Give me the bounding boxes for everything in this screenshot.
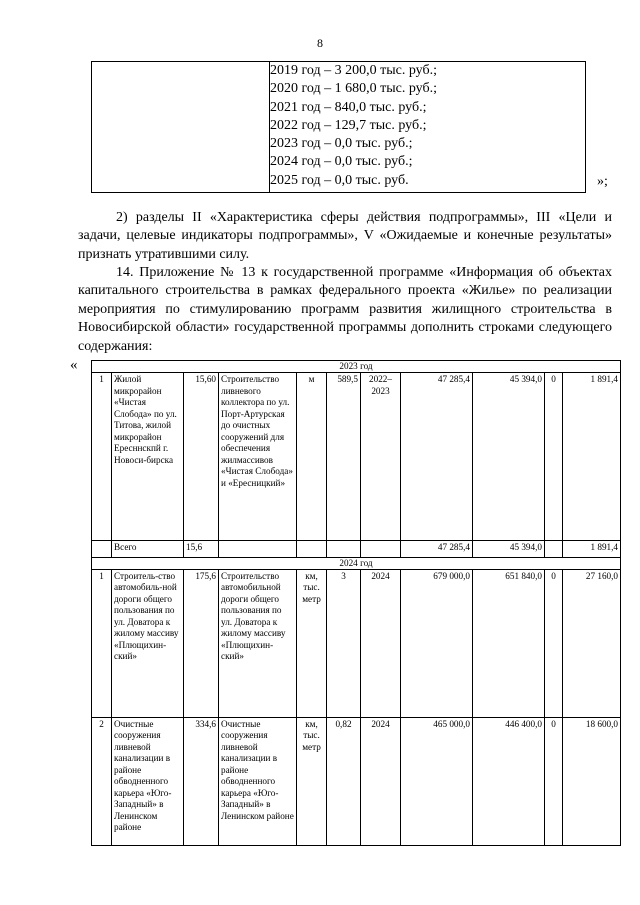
funding-line: 2024 год – 0,0 тыс. руб.;: [270, 154, 413, 170]
cell-federal: 651 840,0: [473, 569, 545, 717]
year-header-2024: 2024 год: [92, 557, 621, 569]
cell-unit: м: [297, 373, 327, 541]
objects-table: [91, 360, 621, 846]
cell-local: 27 160,0: [563, 569, 621, 717]
page-number: 8: [317, 36, 323, 50]
cell-period: 2024: [361, 717, 401, 845]
opening-quote: «: [70, 357, 78, 373]
cell-number: 1: [92, 373, 112, 541]
cell-period: 2022–2023: [361, 373, 401, 541]
cell-capacity: 3: [327, 569, 361, 717]
cell-local: 1 891,4: [563, 373, 621, 541]
cell-object: Строительство ливневого коллектора по ул. Порт-Артурская до очистных сооружений для обеспечения жилмассивов «Чистая Слобода» и «Ересницкий»: [219, 373, 297, 541]
cell-total-label: Всего: [112, 541, 184, 558]
funding-line: 2023 год – 0,0 тыс. руб.;: [270, 136, 413, 152]
cell-regional: 0: [545, 717, 563, 845]
funding-line: 2021 год – 840,0 тыс. руб.;: [270, 99, 427, 115]
cell-regional: 0: [545, 569, 563, 717]
cell-capacity: 0,82: [327, 717, 361, 845]
cell-number: 2: [92, 717, 112, 845]
funding-cell: [270, 62, 586, 193]
cell-name: Очистные сооружения ливневой канализации в районе обводненного карьера «Юго-Западный» в Ленинском районе: [112, 717, 184, 845]
cell-regional: 0: [545, 373, 563, 541]
cell-unit: км, тыс. метр: [297, 717, 327, 845]
cell-total: 679 000,0: [401, 569, 473, 717]
cell-total: 47 285,4: [401, 373, 473, 541]
funding-line: 2025 год – 0,0 тыс. руб.: [270, 172, 409, 188]
cell-total: 465 000,0: [401, 717, 473, 845]
table-row: [92, 373, 621, 541]
cell-length: 15,6: [184, 541, 219, 558]
cell-federal: 45 394,0: [473, 541, 545, 558]
cell-name: Жилой микрорайон «Чистая Слобода» по ул. Титова, жилой микрорайон Ересннскпй г. Новоси-бирска: [112, 373, 184, 541]
cell-number: 1: [92, 569, 112, 717]
cell-name: Строитель-ство автомобиль-ной дороги общего пользования по ул. Доватора к жилому массиву «Плющихин-ский»: [112, 569, 184, 717]
funding-label-cell: [92, 62, 270, 193]
cell-local: 1 891,4: [563, 541, 621, 558]
funding-line: 2019 год – 3 200,0 тыс. руб.;: [270, 63, 437, 78]
cell-object: Строительство автомобильной дороги общего пользования по ул. Доватора к жилому массиву «Плющихин-ский»: [219, 569, 297, 717]
cell-federal: 45 394,0: [473, 373, 545, 541]
cell-period: 2024: [361, 569, 401, 717]
cell-unit: км, тыс. метр: [297, 569, 327, 717]
table-row: [92, 717, 621, 845]
funding-line: 2020 год – 1 680,0 тыс. руб.;: [270, 81, 437, 97]
cell-length: 15,60: [184, 373, 219, 541]
funding-table: [91, 61, 600, 193]
cell-total: 47 285,4: [401, 541, 473, 558]
cell-local: 18 600,0: [563, 717, 621, 845]
cell-object: Очистные сооружения ливневой канализации в районе обводненного карьера «Юго-Западный» в Ленинском районе: [219, 717, 297, 845]
paragraph-sections-repealed: 2) разделы II «Характеристика сферы действия подпрограммы», III «Цели и задачи, целевые индикаторы подпрограммы», V «Ожидаемые и конечные результаты» признать утратившими силу.: [78, 210, 612, 262]
cell-length: 334,6: [184, 717, 219, 845]
table-row: [92, 569, 621, 717]
paragraph-appendix-13: 14. Приложение № 13 к государственной программе «Информация об объектах капитального строительства в рамках федерального проекта «Жилье» по реализации мероприятия по стимулированию программ развития жилищного строительства в Новосибирской области» государственной программы дополнить строками следующего содержания:: [78, 265, 612, 354]
cell-length: 175,6: [184, 569, 219, 717]
total-row: [92, 541, 621, 558]
cell-federal: 446 400,0: [473, 717, 545, 845]
funding-line: 2022 год – 129,7 тыс. руб.;: [270, 117, 427, 133]
year-header-2023: 2023 год: [92, 361, 621, 373]
funding-closing-quote: »;: [597, 174, 608, 189]
cell-capacity: 589,5: [327, 373, 361, 541]
